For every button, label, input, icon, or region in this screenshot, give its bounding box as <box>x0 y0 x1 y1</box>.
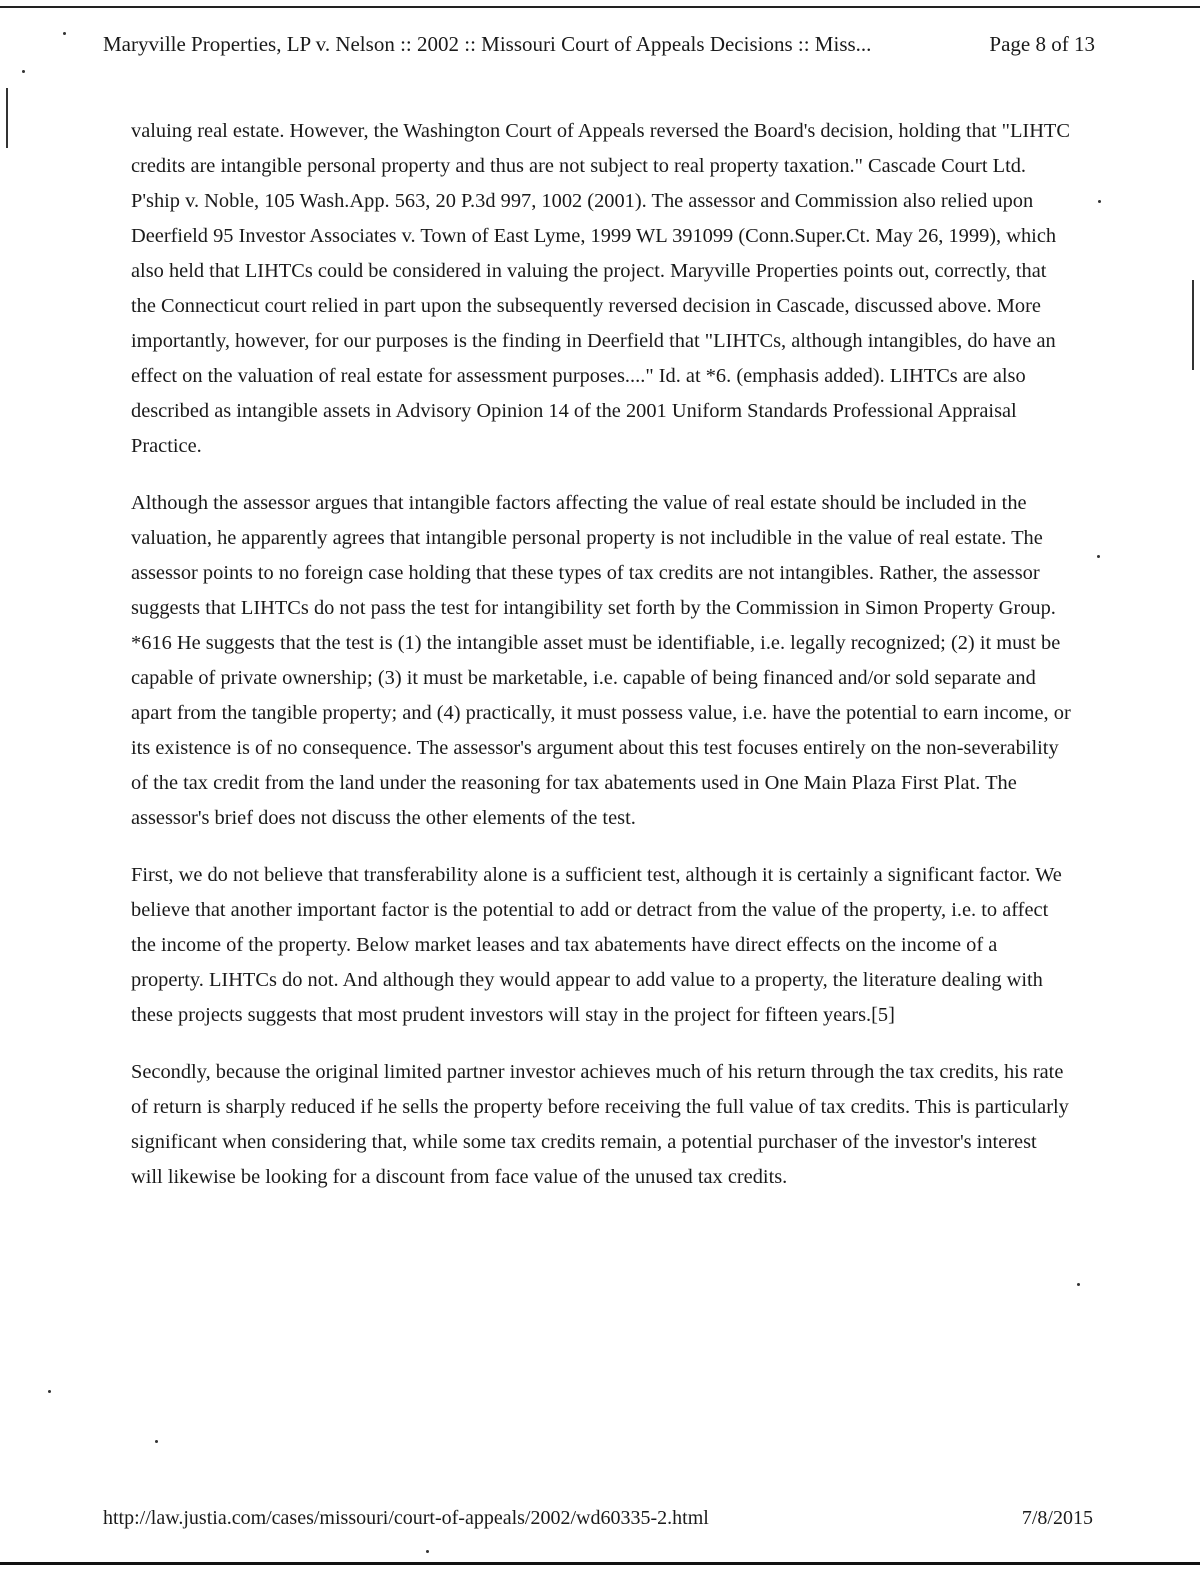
paragraph: First, we do not believe that transferability alone is a sufficient test, although it is certainly a significant factor. We believe that another important factor is the potential to add or detract from the value of the property, i.e. to affect the income of the property. Below market leases and tax abatements have direct effects on the income of a property. LIHTCs do not. And although they would appear to add value to a property, the literature dealing with these projects suggests that most prudent investors will stay in the project for fifteen years.[5] <box>131 864 1062 1026</box>
scan-speck <box>1097 555 1100 558</box>
footer-date: 7/8/2015 <box>1021 1507 1093 1529</box>
scan-speck <box>48 1390 51 1393</box>
paragraph: Secondly, because the original limited partner investor achieves much of his return through the tax credits, his rate of return is sharply reduced if he sells the property before receiving the full value of tax credits. This is particularly significant when considering that, while some tax credits remain, a potential purchaser of the investor's interest will likewise be looking for a discount from face value of the unused tax credits. <box>131 1061 1069 1188</box>
top-border-line <box>0 6 1200 8</box>
scan-speck <box>426 1550 429 1553</box>
scan-speck <box>63 32 66 35</box>
page-header <box>103 30 1103 58</box>
paragraph: valuing real estate. However, the Washington Court of Appeals reversed the Board's decision, holding that "LIHTC credits are intangible personal property and thus are not subject to real property taxation." Cascade Court Ltd. P'ship v. Noble, 105 Wash.App. 563, 20 P.3d 997, 1002 (2001). The assessor and Commission also relied upon Deerfield 95 Investor Associates v. Town of East Lyme, 1999 WL 391099 (Conn.Super.Ct. May 26, 1999), which also held that LIHTCs could be considered in valuing the project. Maryville Properties points out, correctly, that the Connecticut court relied in part upon the subsequently reversed decision in Cascade, discussed above. More importantly, however, for our purposes is the finding in Deerfield that "LIHTCs, although intangibles, do have an effect on the valuation of real estate for assessment purposes...." Id. at *6. (emphasis added). LIHTCs are also described as intangible assets in Advisory Opinion 14 of the 2001 Uniform Standards Professional Appraisal Practice. <box>131 120 1070 457</box>
bottom-border-line <box>0 1562 1200 1565</box>
scan-speck <box>22 70 25 73</box>
page-number: Page 8 of 13 <box>989 32 1095 56</box>
document-title: Maryville Properties, LP v. Nelson :: 2002 :: Missouri Court of Appeals Decisions :: Miss... <box>103 32 872 56</box>
scan-speck <box>1077 1283 1080 1286</box>
scan-margin-mark <box>1192 280 1194 370</box>
page-footer <box>103 1505 1093 1531</box>
document-body <box>131 114 1071 1217</box>
scan-speck <box>155 1440 158 1443</box>
paragraph: Although the assessor argues that intangible factors affecting the value of real estate should be included in the valuation, he apparently agrees that intangible personal property is not includible in the value of real estate. The assessor points to no foreign case holding that these types of tax credits are not intangibles. Rather, the assessor suggests that LIHTCs do not pass the test for intangibility set forth by the Commission in Simon Property Group. *616 He suggests that the test is (1) the intangible asset must be identifiable, i.e. legally recognized; (2) it must be capable of private ownership; (3) it must be marketable, i.e. capable of being financed and/or sold separate and apart from the tangible property; and (4) practically, it must possess value, i.e. have the potential to earn income, or its existence is of no consequence. The assessor's argument about this test focuses entirely on the non-severability of the tax credit from the land under the reasoning for tax abatements used in One Main Plaza First Plat. The assessor's brief does not discuss the other elements of the test. <box>131 492 1071 829</box>
scan-speck <box>1098 200 1101 203</box>
footer-url: http://law.justia.com/cases/missouri/court-of-appeals/2002/wd60335-2.html <box>103 1507 709 1529</box>
scan-margin-mark <box>6 88 8 148</box>
